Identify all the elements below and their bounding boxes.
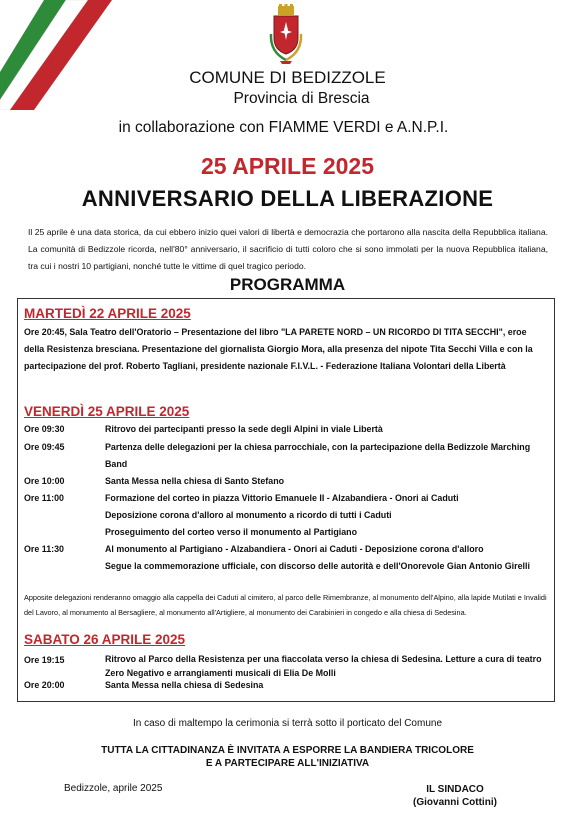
event-date: 25 APRILE 2025 (200, 153, 375, 179)
schedule-desc: Santa Messa nella chiesa di Santo Stefano (105, 476, 285, 486)
sindaco-title: IL SINDACO (426, 784, 484, 795)
schedule-desc: Partenza delle delegazioni per la chiesa parrocchiale, con la partecipazione della Bedizzole Marching Band (105, 442, 531, 469)
day-heading-25: VENERDÌ 25 APRILE 2025 (24, 404, 190, 419)
invitation (0, 744, 575, 770)
schedule-desc: Proseguimento del corteo verso il monumento al Partigiano (105, 527, 357, 537)
programma-heading: PROGRAMMA (229, 275, 346, 294)
invitation-line-1: TUTTA LA CITTADINANZA È INVITATA A ESPORRE LA BANDIERA TRICOLORE (101, 745, 474, 756)
delegations-note: Apposite delegazioni renderanno omaggio alla cappella dei Caduti al cimitero, al parco delle Rimembranze, al monumento dell'Alpino, alla lapide Mutilati e Invalidi del Lavoro, al monumento al Bersagliere, al monumento all'Artigliere, al monumento dei Carabinieri in congedo e alla chiesa di Sedesina. (24, 593, 547, 617)
schedule-time: Ore 20:00 (24, 680, 65, 690)
schedule-time: Ore 09:30 (24, 424, 65, 434)
schedule-desc: Deposizione corona d'alloro al monumento a ricordo di tutti i Caduti (105, 510, 392, 520)
place-date: Bedizzole, aprile 2025 (64, 783, 163, 794)
schedule-desc: Al monumento al Partigiano - Alzabandiera - Onori ai Caduti - Deposizione corona d'alloro (105, 544, 484, 554)
schedule-desc: Ritrovo al Parco della Resistenza per una fiaccolata verso la chiesa di Sedesina. Letture a cura di teatro Zero Negativo e arrangiamenti musicali di Elia De Molli (105, 654, 542, 678)
schedule-time: Ore 11:00 (24, 493, 64, 503)
schedule-desc: Formazione del corteo in piazza Vittorio Emanuele II - Alzabandiera - Onori ai Caduti (105, 493, 459, 503)
schedule-desc: Ritrovo dei partecipanti presso la sede degli Alpini in viale Libertà (105, 424, 383, 434)
collaborazione: in collaborazione con FIAMME VERDI e A.N.P.I. (118, 119, 449, 136)
event-title: ANNIVERSARIO DELLA LIBERAZIONE (81, 186, 494, 211)
schedule-desc: Segue la commemorazione ufficiale, con discorso delle autorità e dell'Onorevole Gian Antonio Girelli (105, 561, 530, 571)
coat-of-arms-icon (266, 4, 306, 66)
comune-name: COMUNE DI BEDIZZOLE (189, 68, 386, 87)
intro-paragraph: Il 25 aprile è una data storica, da cui ebbero inizio quei valori di libertà e democrazia che portarono alla nascita della Repubblica italiana. La comunità di Bedizzole ricorda, nell'80° anniversario, il sacrificio di tutti coloro che si sono immolati per la nuova Repubblica italiana, tra cui i nostri 10 partigiani, nonché tutte le vittime di quel tragico periodo. (28, 227, 548, 271)
day1-text: Ore 20:45, Sala Teatro dell'Oratorio – Presentazione del libro "LA PARETE NORD – UN RICORDO DI TITA SECCHI", eroe della Resistenza bresciana. Presentazione del giornalista Giorgio Mora, alla presenza del nipote Tita Secchi Villa e con la partecipazione del prof. Roberto Tagliani, presidente nazionale F.I.V.L. - Federazione Italiana Volontari della Libertà (24, 327, 533, 371)
sindaco-name: (Giovanni Cottini) (413, 797, 497, 808)
provincia: Provincia di Brescia (233, 90, 370, 107)
schedule-time: Ore 19:15 (24, 655, 65, 665)
schedule-time: Ore 09:45 (24, 442, 65, 452)
schedule-desc: Santa Messa nella chiesa di Sedesina (105, 680, 264, 690)
signature-block (405, 783, 505, 809)
schedule-time: Ore 11:30 (24, 544, 64, 554)
day-heading-22: MARTEDÌ 22 APRILE 2025 (24, 306, 191, 321)
invitation-line-2: E A PARTECIPARE ALL'INIZIATIVA (205, 758, 370, 769)
schedule-time: Ore 10:00 (24, 476, 65, 486)
day-heading-26: SABATO 26 APRILE 2025 (24, 632, 186, 647)
maltempo-note: In caso di maltempo la cerimonia si terrà sotto il porticato del Comune (132, 718, 443, 729)
